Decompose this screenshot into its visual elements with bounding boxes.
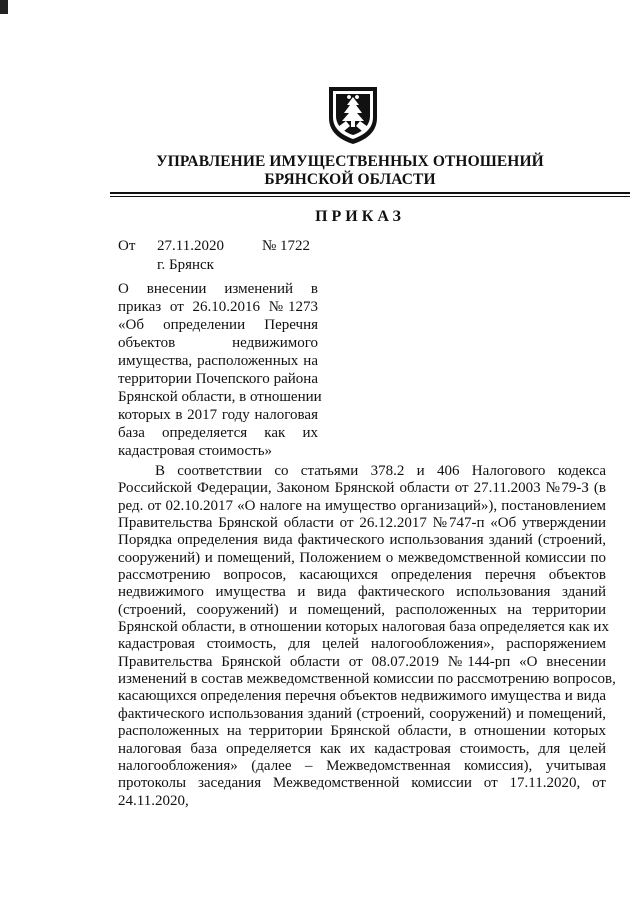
body-line: 24.11.2020, — [118, 792, 189, 809]
subject-line: объектов недвижимого — [118, 335, 318, 351]
body-line: Правительства Брянской области от 08.07.2019 №144-рп «О внесении — [118, 653, 606, 670]
subject-line: имущества, расположенных на — [118, 353, 318, 369]
body-line: касающихся определения перечня объектов недвижимого имущества и вида — [118, 688, 606, 705]
coat-of-arms-emblem — [326, 84, 380, 146]
subject-line: кадастровая стоимость» — [118, 443, 273, 459]
subject-line: «Об определении Перечня — [118, 317, 318, 333]
organization-name-line1: УПРАВЛЕНИЕ ИМУЩЕСТВЕННЫХ ОТНОШЕНИЙ — [156, 153, 544, 170]
body-line: ред. от 02.10.2017 «О налоге на имущество организаций»), постановлением — [118, 497, 606, 514]
body-line: рассмотрению вопросов, касающихся определения перечня объектов — [118, 567, 606, 584]
body-line: налогообложения» (далее – Межведомственная комиссия), учитывая — [118, 757, 606, 774]
date-from-label: От — [118, 238, 136, 254]
body-line: изменений в состав межведомственной комиссии по рассмотрению вопросов, — [118, 671, 616, 688]
body-line: В соответствии со статьями 378.2 и 406 Налогового кодекса — [155, 463, 606, 479]
subject-line: которых в 2017 году налоговая — [118, 407, 318, 423]
body-line: Брянской области, в отношении которых налоговая база определяется как их — [118, 619, 609, 636]
body-line: (строений, сооружений) и помещений, расположенных на территории — [118, 601, 606, 618]
order-preamble — [118, 463, 616, 810]
subject-line: база определяется как их — [118, 425, 318, 441]
body-line: сооружений) и помещений, Положением о межведомственной комиссии по — [118, 549, 606, 566]
body-line: расположенных на территории Брянской области, в отношении которых — [118, 723, 606, 740]
body-line: Порядка определения вида фактического использования зданий (строений, — [118, 532, 606, 549]
order-subject — [118, 280, 322, 460]
subject-line: территории Почепского района — [118, 371, 318, 387]
document-type-title: ПРИКАЗ — [315, 208, 405, 225]
body-line: Российской Федерации, Законом Брянской области от 27.11.2003 №79-З (в — [118, 480, 606, 497]
body-line: протоколы заседания Межведомственной комиссии от 17.11.2020, от — [118, 775, 606, 792]
order-city: г. Брянск — [157, 257, 214, 273]
body-line: налоговая база определяется как их кадастровая стоимость, для целей — [118, 740, 606, 757]
order-date: 27.11.2020 — [157, 238, 224, 254]
body-line: недвижимого имущества и вида фактического использования зданий — [118, 584, 606, 601]
header-divider-thin — [110, 196, 630, 197]
organization-name-line2: БРЯНСКОЙ ОБЛАСТИ — [264, 171, 436, 188]
subject-line: О внесении изменений в — [118, 281, 318, 297]
header-divider-thick — [110, 192, 630, 194]
scan-corner-mark — [0, 0, 8, 14]
body-line: Правительства Брянской области от 26.12.2017 №747-п «Об утверждении — [118, 515, 606, 532]
subject-line: приказ от 26.10.2016 №1273 — [118, 299, 318, 315]
body-line: фактического использования зданий (строений, сооружений) и помещений, — [118, 705, 606, 722]
body-line: кадастровая стоимость, для целей налогообложения», распоряжением — [118, 636, 606, 653]
order-number: № 1722 — [262, 238, 311, 254]
subject-line: Брянской области, в отношении — [118, 389, 322, 405]
